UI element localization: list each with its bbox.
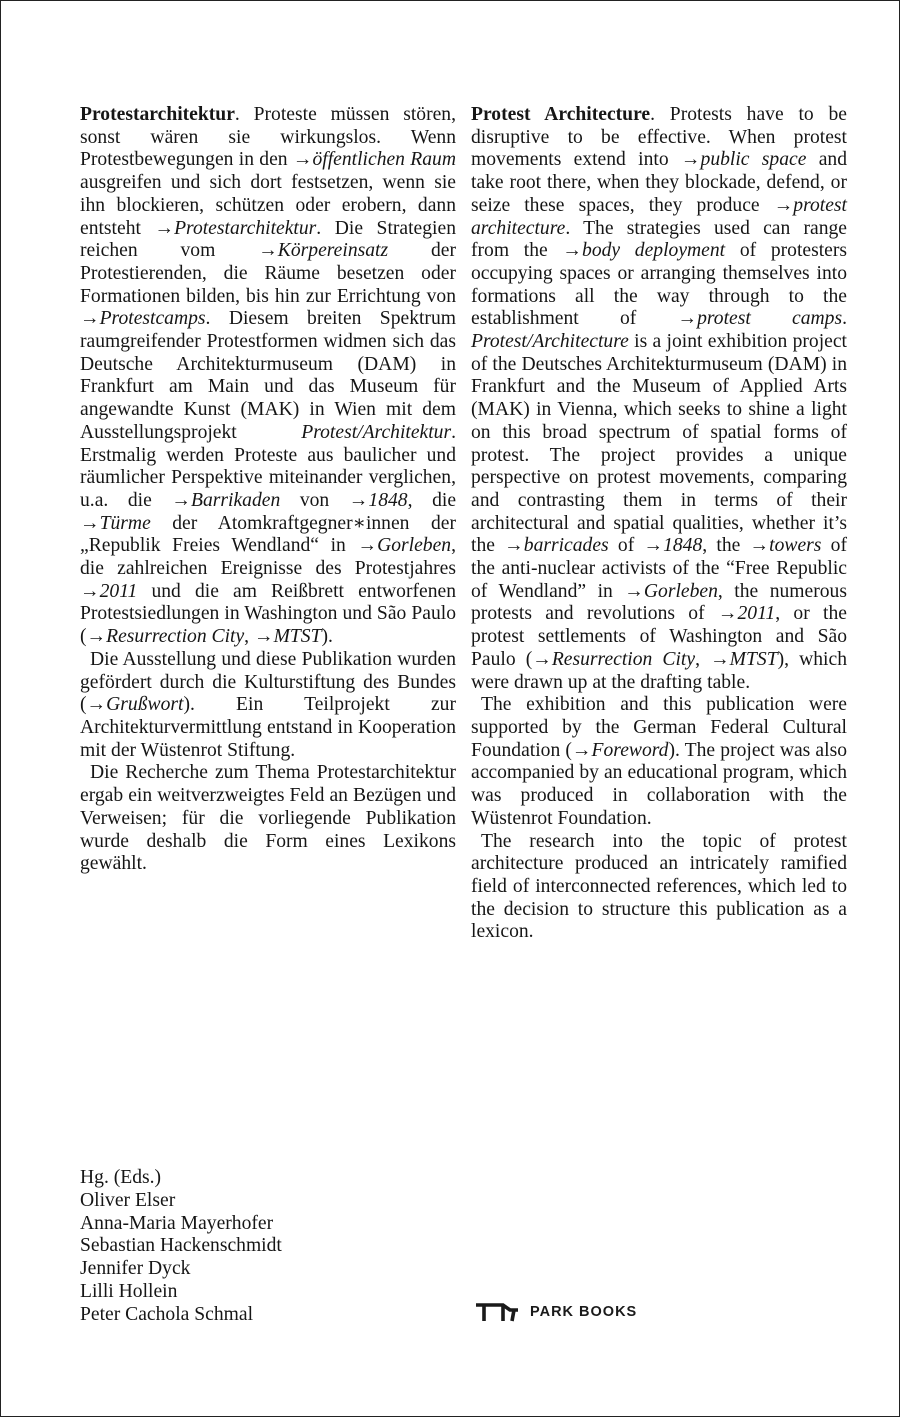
german-paragraph-2 [80,649,456,763]
body-text: of the anti-nuclear activists of the “Free Republic of Wendland” in → [471,535,847,602]
cross-reference: barricades [523,535,609,557]
body-text: . Proteste müssen stören, sonst wären sie wirkungslos. Wenn Protestbewegungen in den → [80,104,456,171]
body-text: , → [695,648,730,670]
body-text: Die Recherche zum Thema Protestarchitektur ergab ein weitverzweigtes Feld an Bezügen und Verweisen; für die vorliegende Publikation wurde deshalb die Form eines Lexikons gewählt. [80,762,456,875]
english-paragraph-3 [471,831,847,945]
body-text: , the numerous protests and revolutions of → [471,580,847,625]
body-text: ausgreifen und sich dort festsetzen, wenn sie ihn blockieren, schützen oder erobern, dann entsteht → [80,172,456,239]
cross-reference: 1848 [663,535,703,557]
cross-reference: protest architecture [471,194,847,239]
cross-reference: towers [769,535,822,557]
cross-reference: 2011 [737,603,776,625]
publisher-logo [474,1301,637,1323]
body-text: The research into the topic of protest architecture produced an intricately ramified field of interconnected references, which led to the decision to structure this publication as a lexicon. [471,830,847,943]
cross-reference: public space [700,149,807,171]
body-text: , or the protest settlements of Washington and São Paulo (→ [471,603,847,670]
editors-heading: Hg. (Eds.) [80,1167,162,1188]
cross-reference: MTST [273,626,322,648]
german-paragraph-3 [80,762,456,876]
body-text: von → [280,489,369,511]
body-text: . [842,308,847,330]
editors-list [80,1167,282,1327]
cross-reference: Grußwort [106,694,184,716]
cross-reference: Resurrection City [551,648,696,670]
cross-reference: body deployment [582,240,726,262]
cross-reference: Türme [99,512,151,534]
body-text: , die zahlreichen Ereignisse des Protestjahres → [80,535,456,602]
body-text: ). [321,626,333,648]
body-text: . Diesem breiten Spektrum raumgreifender Protestformen widmen sich das Deutsche Architekturmuseum (DAM) in Frankfurt am Main und das Museum für angewandte Kunst (MAK) in Wien mit dem Ausstellungsprojekt [80,308,456,443]
cross-reference: öffentlichen Raum [312,149,456,171]
body-text: . Protests have to be disruptive to be effective. When protest movements extend into → [471,104,847,171]
cross-reference: Protest/Architecture [471,331,629,353]
german-blurb [80,104,456,876]
editor-name: Oliver Elser [80,1189,176,1211]
editor-name: Jennifer Dyck [80,1258,191,1280]
cross-reference: Gorleben [643,580,718,602]
body-text: and take root there, when they blockade, defend, or seize these spaces, they produce → [471,149,847,216]
body-text: . Erstmalig werden Proteste aus baulicher und räumlicher Perspektive miteinander verglichen, u.a. die → [80,421,456,511]
english-paragraph-1 [471,104,847,694]
publisher-name: PARK BOOKS [530,1304,638,1320]
cross-reference: 2011 [99,580,138,602]
body-text: ). The project was also accompanied by an educational program, which was produced in collaboration with the Wüstenrot Foundation. [471,739,847,829]
cross-reference: Gorleben [377,535,452,557]
body-text: of → [608,535,664,557]
body-text: . Die Strategien reichen vom → [80,217,456,262]
cross-reference: Resurrection City [106,626,245,648]
entry-headword: Protestarchitektur [80,104,235,125]
cross-reference: MTST [729,648,778,670]
body-text: , die → [80,489,457,534]
body-text: Die Ausstellung und diese Publikation wurden gefördert durch die Kulturstiftung des Bundes (→ [80,648,456,716]
body-text: is a joint exhibition project of the Deutsches Architekturmuseum (DAM) in Frankfurt and the Museum of Applied Arts (MAK) in Vienna, which seeks to shine a light on this broad spectrum of spatial forms of protest. The project provides a unique perspective on protest movements, comparing and contrasting them in terms of their architectural and spatial qualities, whether it’s the → [471,331,847,557]
editor-name: Peter Cachola Schmal [80,1303,254,1325]
cross-reference: Körpereinsatz [277,240,389,262]
cross-reference: Foreword [591,739,669,761]
cross-reference: Protestcamps [99,308,206,330]
body-text: The exhibition and this publication were supported by the German Federal Cultural Foundation (→ [471,694,847,761]
english-paragraph-2 [471,694,847,830]
english-blurb [471,104,847,944]
editor-name: Anna-Maria Mayerhofer [80,1212,274,1234]
cross-reference: protest camps [697,308,843,330]
body-text: of protesters occupying spaces or arranging themselves into formations all the way through to the establishment of → [471,240,848,330]
park-books-bench-icon [474,1301,520,1323]
body-text: und die am Reißbrett entworfenen Protestsiedlungen in Washington und São Paulo (→ [80,580,456,648]
body-text: ), which were drawn up at the drafting table. [471,648,847,693]
body-text: der Atomkraftgegner∗innen der „Republik Freies Wendland“ in → [80,512,456,557]
body-text: , the → [702,535,770,557]
editor-name: Sebastian Hackenschmidt [80,1235,282,1257]
entry-headword: Protest Architecture [471,104,651,125]
cross-reference: Protestarchitektur [174,217,317,239]
body-text: , → [244,626,274,648]
body-text: . The strategies used can range from the → [471,217,847,262]
body-text: ). Ein Teilprojekt zur Architekturvermittlung entstand in Kooperation mit der Wüstenrot Stiftung. [80,694,456,761]
cross-reference: 1848 [368,489,408,511]
cross-reference: Protest/Architektur [301,421,452,443]
body-text: der Protestierenden, die Räume besetzen oder Formationen bilden, bis hin zur Errichtung von → [80,240,456,330]
cross-reference: Barrikaden [191,489,281,511]
german-paragraph-1 [80,104,456,649]
editor-name: Lilli Hollein [80,1280,178,1302]
